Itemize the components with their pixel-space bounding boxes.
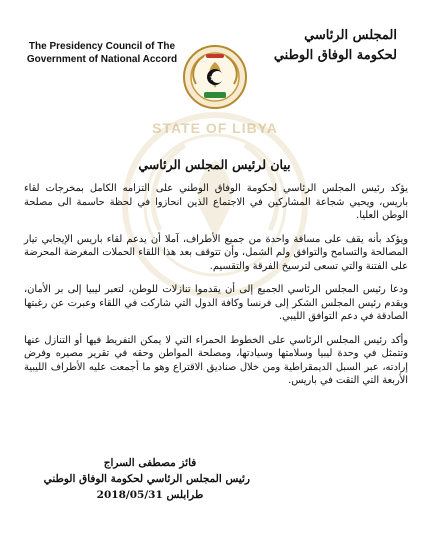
place-and-date: طرابلس 2018/05/31 — [96, 489, 204, 501]
signatory-name: فائز مصطفى السراج — [103, 457, 197, 469]
arabic-name-line2: لحكومة الوفاق الوطني — [273, 48, 397, 63]
statement-paragraph: وأكد رئيس المجلس الرئاسي على الخطوط الحمراء التي لا يمكن التفريط فيها أو التنازل عنها وتتمثل في وحدة ليبيا وسلامتها وسيادتها، ومصلحة المواطن وحقه في تقرير مصيره وفرض إرادته، عبر السبل الديمقراطية ومن خلال صناديق الاقتراع وهو ما أجمعت عليه الأطراف الليبية الأربعة التي التقت في باريس. — [24, 334, 409, 386]
signatory-position: رئيس المجلس الرئاسي لحكومة الوفاق الوطني — [43, 473, 250, 485]
english-name-line1: The Presidency Council of The — [28, 41, 176, 52]
english-organization-name — [22, 40, 182, 66]
english-name-line2: Government of National Accord — [26, 54, 178, 65]
statement-body — [24, 182, 408, 398]
arabic-name-line1: المجلس الرئاسي — [304, 28, 397, 43]
statement-title: بيان لرئيس المجلس الرئاسي — [138, 157, 291, 172]
arabic-organization-name — [257, 26, 397, 66]
libya-coat-of-arms-seal-icon — [182, 44, 248, 110]
statement-paragraph: يؤكد رئيس المجلس الرئاسي لحكومة الوفاق الوطني على التزامه الكامل بمخرجات لقاء باريس، ويحيي شجاعة المشاركين في الاجتماع الذين انحازوا في لحظة حاسمة الى مصلحة الوطن العليا. — [24, 183, 408, 221]
watermark-text: STATE OF LIBYA — [152, 120, 278, 136]
statement-paragraph: ودعا رئيس المجلس الرئاسي الجميع إلى أن يقدموا تنازلات للوطن، لتعبر ليبيا إلى بر الأمان، ويقدم رئيس المجلس الشكر إلى فرنسا وكافة الدول التي شاركت في اللقاء وعبرت عن رغبتها الصادقة في دعم التوافق الليبي. — [24, 284, 408, 322]
signature-block — [43, 455, 250, 503]
statement-paragraph: ويؤكد بأنه يقف على مسافة واحدة من جميع الأطراف، آملا أن يدعم لقاء باريس الإيجابي تيار المصالحة والتسامح والتوافق ولم الشمل، وأن تتوقف بعد هذا اللقاء الحملات المغرضة المحرضة على الفتنة والتي تسعى لترسيخ الفرقة والتقسيم. — [24, 233, 408, 272]
